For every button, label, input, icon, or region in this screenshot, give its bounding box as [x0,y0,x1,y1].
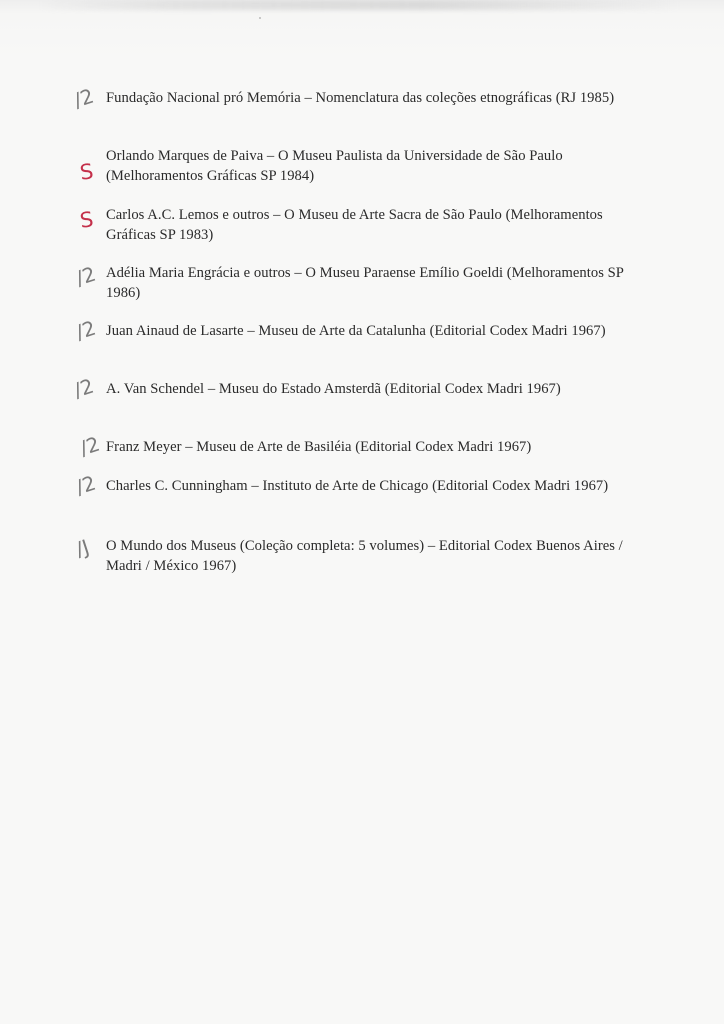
pencil-mark: /2 [70,373,97,403]
pencil-mark: /2 [72,315,99,345]
red-ink-mark: S [78,207,95,233]
reference-text: Juan Ainaud de Lasarte – Museu de Arte da Catalunha (Editorial Codex Madri 1967) [106,323,606,339]
pencil-mark: /2 [72,261,99,291]
pencil-mark: /2 [76,431,103,461]
reference-text: Franz Meyer – Museu de Arte de Basiléia (Editorial Codex Madri 1967) [106,439,532,455]
pencil-mark: /J [72,534,93,562]
pencil-mark: /2 [72,470,99,500]
reference-text: A. Van Schendel – Museu do Estado Amsterdã (Editorial Codex Madri 1967) [106,381,561,397]
reference-text: Carlos A.C. Lemos e outros – O Museu de Arte Sacra de São Paulo (Melhoramentos Gráficas SP 1983) [106,207,603,243]
reference-text: Charles C. Cunningham – Instituto de Arte de Chicago (Editorial Codex Madri 1967) [106,478,609,494]
reference-text: Orlando Marques de Paiva – O Museu Paulista da Universidade de São Paulo (Melhoramentos Gráficas SP 1984) [106,148,563,184]
reference-text: O Mundo dos Museus (Coleção completa: 5 volumes) – Editorial Codex Buenos Aires / Madri / México 1967) [106,538,623,574]
reference-text: Adélia Maria Engrácia e outros – O Museu Paraense Emílio Goeldi (Melhoramentos SP 1986) [106,265,624,301]
pencil-mark: /2 [70,83,97,113]
red-ink-mark: S [78,159,95,185]
reference-text: Fundação Nacional pró Memória – Nomenclatura das coleções etnográficas (RJ 1985) [106,90,615,106]
